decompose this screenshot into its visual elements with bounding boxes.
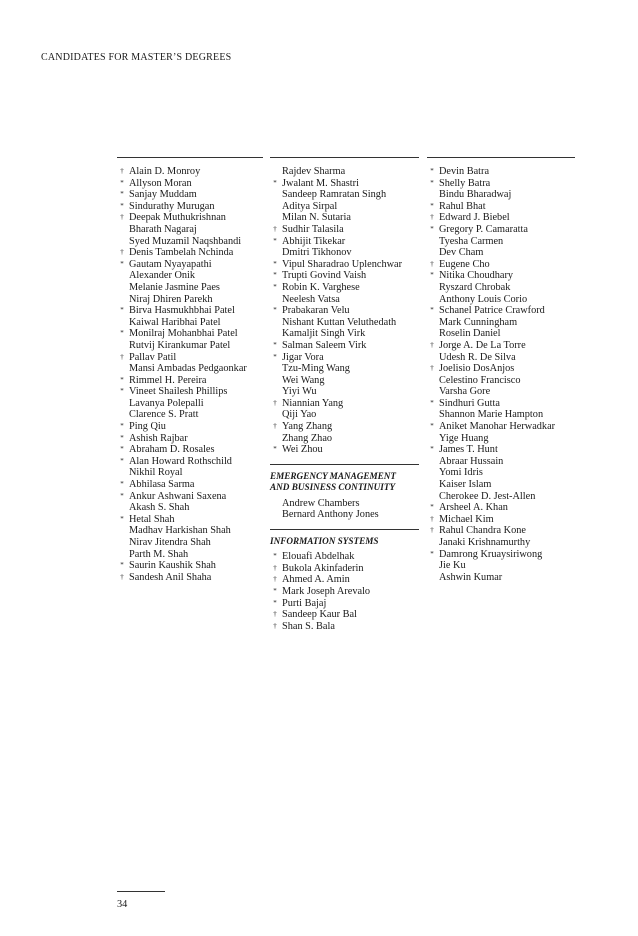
candidate-entry bbox=[270, 317, 419, 329]
candidate-entry bbox=[270, 421, 419, 433]
candidate-name: Eugene Cho bbox=[439, 258, 490, 270]
candidate-name: Qiji Yao bbox=[282, 409, 317, 421]
candidate-entry bbox=[270, 259, 419, 271]
candidate-name: Aniket Manohar Herwadkar bbox=[439, 421, 556, 433]
candidate-entry bbox=[270, 201, 419, 213]
candidate-entry bbox=[117, 259, 263, 271]
candidate-name: Hetal Shah bbox=[129, 513, 175, 525]
honors-mark: * bbox=[120, 259, 124, 268]
candidate-entry bbox=[427, 340, 575, 352]
candidate-name: Monilraj Mohanbhai Patel bbox=[129, 328, 238, 340]
candidate-name: Deepak Muthukrishnan bbox=[129, 212, 226, 224]
honors-mark: * bbox=[120, 445, 124, 454]
candidate-name: Mark Cunningham bbox=[439, 316, 518, 328]
candidate-entry bbox=[427, 549, 575, 561]
honors-mark: † bbox=[120, 248, 124, 257]
candidate-name: Purti Bajaj bbox=[282, 597, 327, 609]
honors-mark: † bbox=[273, 224, 277, 233]
section-rule bbox=[270, 529, 419, 530]
candidate-name: Shan S. Bala bbox=[282, 620, 335, 632]
honors-mark: * bbox=[273, 306, 277, 315]
degree-section bbox=[270, 464, 419, 521]
candidate-entry bbox=[270, 294, 419, 306]
candidate-entry bbox=[427, 433, 575, 445]
candidate-entry bbox=[270, 270, 419, 282]
candidate-name: Syed Muzamil Naqshbandi bbox=[129, 235, 242, 247]
candidate-entry bbox=[427, 409, 575, 421]
candidate-entry bbox=[117, 166, 263, 178]
candidate-name: Jie Ku bbox=[439, 560, 466, 572]
candidate-entry bbox=[427, 375, 575, 387]
degree-section bbox=[270, 529, 419, 633]
honors-mark: * bbox=[120, 491, 124, 500]
candidate-name: Ryszard Chrobak bbox=[439, 281, 511, 293]
candidate-entry bbox=[117, 409, 263, 421]
candidate-name: Allyson Moran bbox=[129, 177, 192, 189]
candidate-name: Michael Kim bbox=[439, 513, 494, 525]
page-number: 34 bbox=[117, 899, 128, 910]
candidate-entry bbox=[427, 270, 575, 282]
honors-mark: * bbox=[273, 259, 277, 268]
candidate-entry bbox=[117, 305, 263, 317]
candidate-name: Wei Zhou bbox=[282, 444, 323, 456]
candidate-name: Pallav Patil bbox=[129, 351, 177, 363]
candidate-entry bbox=[427, 444, 575, 456]
footer-rule bbox=[117, 891, 165, 892]
candidate-name: Ankur Ashwani Saxena bbox=[129, 490, 227, 502]
candidate-entry bbox=[427, 305, 575, 317]
candidate-entry bbox=[117, 479, 263, 491]
candidate-entry bbox=[270, 189, 419, 201]
candidate-entry bbox=[427, 456, 575, 468]
candidate-entry bbox=[270, 598, 419, 610]
candidate-entry bbox=[270, 224, 419, 236]
candidate-entry bbox=[427, 421, 575, 433]
candidate-entry bbox=[117, 317, 263, 329]
candidate-name: Jorge A. De La Torre bbox=[439, 339, 526, 351]
honors-mark: * bbox=[273, 352, 277, 361]
candidate-entry bbox=[427, 201, 575, 213]
candidate-name: Vineet Shailesh Phillips bbox=[129, 386, 228, 398]
honors-mark: * bbox=[273, 587, 277, 596]
candidate-name: Alain D. Monroy bbox=[129, 166, 201, 177]
candidate-entry bbox=[427, 189, 575, 201]
running-head: CANDIDATES FOR MASTER’S DEGREES bbox=[41, 52, 232, 63]
candidate-entry bbox=[117, 467, 263, 479]
candidate-name: Nikhil Royal bbox=[129, 467, 183, 479]
candidate-name: Prabakaran Velu bbox=[282, 305, 350, 317]
candidate-entry bbox=[117, 525, 263, 537]
candidate-name: Jwalant M. Shastri bbox=[282, 177, 359, 189]
candidate-entry bbox=[427, 514, 575, 526]
candidate-name: Bindu Bharadwaj bbox=[439, 189, 512, 201]
candidate-name: Aditya Sirpal bbox=[282, 200, 338, 212]
candidate-entry bbox=[427, 282, 575, 294]
candidate-entry bbox=[427, 525, 575, 537]
candidate-entry bbox=[427, 328, 575, 340]
candidate-entry bbox=[427, 236, 575, 248]
candidate-entry bbox=[427, 479, 575, 491]
candidate-name: Rajdev Sharma bbox=[282, 166, 346, 177]
candidate-entry bbox=[270, 386, 419, 398]
candidate-entry bbox=[270, 305, 419, 317]
candidate-entry bbox=[117, 178, 263, 190]
candidate-name: Cherokee D. Jest-Allen bbox=[439, 490, 536, 502]
candidate-name: Rahul Bhat bbox=[439, 200, 486, 212]
candidate-name: Mansi Ambadas Pedgaonkar bbox=[129, 363, 247, 375]
candidate-entry bbox=[270, 247, 419, 259]
candidate-entry bbox=[270, 409, 419, 421]
candidate-entry bbox=[117, 514, 263, 526]
section-title bbox=[270, 471, 419, 494]
candidate-entry bbox=[270, 363, 419, 375]
candidate-entry bbox=[117, 421, 263, 433]
honors-mark: * bbox=[120, 514, 124, 523]
candidate-name: Lavanya Polepalli bbox=[129, 397, 204, 409]
candidate-entry bbox=[427, 294, 575, 306]
candidate-name: Denis Tambelah Nchinda bbox=[129, 247, 234, 259]
candidate-name: Nitika Choudhary bbox=[439, 270, 514, 282]
candidate-name: Shannon Marie Hampton bbox=[439, 409, 544, 421]
candidate-entry bbox=[270, 282, 419, 294]
honors-mark: † bbox=[430, 514, 434, 523]
candidate-name: Abhilasa Sarma bbox=[129, 479, 195, 491]
candidate-name: Janaki Krishnamurthy bbox=[439, 537, 531, 548]
honors-mark: † bbox=[120, 352, 124, 361]
candidate-name: Tyesha Carmen bbox=[439, 235, 504, 247]
honors-mark: * bbox=[430, 224, 434, 233]
candidate-entry bbox=[270, 433, 419, 445]
candidate-name: Schanel Patrice Crawford bbox=[439, 305, 545, 317]
candidate-entry bbox=[270, 621, 419, 633]
honors-mark: † bbox=[120, 572, 124, 581]
section-title-line: AND BUSINESS CONTINUITY bbox=[270, 482, 396, 493]
candidate-entry bbox=[117, 224, 263, 236]
candidate-entry bbox=[427, 247, 575, 259]
candidate-entry bbox=[270, 375, 419, 387]
candidate-entry bbox=[270, 340, 419, 352]
honors-mark: † bbox=[120, 213, 124, 222]
honors-mark: * bbox=[120, 190, 124, 199]
candidate-entry bbox=[270, 551, 419, 563]
candidate-name: Sindhuri Gutta bbox=[439, 397, 500, 409]
candidate-name: Niraj Dhiren Parekh bbox=[129, 293, 213, 305]
honors-mark: * bbox=[273, 445, 277, 454]
honors-mark: † bbox=[120, 167, 124, 175]
name-list bbox=[270, 166, 419, 456]
candidate-entry bbox=[270, 563, 419, 575]
candidate-name: Tzu-Ming Wang bbox=[282, 363, 350, 375]
candidate-name: Neelesh Vatsa bbox=[282, 293, 340, 305]
candidate-entry bbox=[427, 386, 575, 398]
candidate-name: Damrong Kruaysiriwong bbox=[439, 548, 543, 560]
name-list bbox=[117, 166, 263, 583]
candidate-name: Elouafi Abdelhak bbox=[282, 551, 355, 563]
candidate-name: Ping Qiu bbox=[129, 421, 166, 433]
honors-mark: † bbox=[273, 610, 277, 619]
candidate-name: Zhang Zhao bbox=[282, 432, 333, 444]
candidate-name: Jigar Vora bbox=[282, 351, 324, 363]
candidate-entry bbox=[270, 609, 419, 621]
section-rule bbox=[270, 464, 419, 465]
honors-mark: * bbox=[273, 178, 277, 187]
candidate-entry bbox=[270, 236, 419, 248]
name-column-2 bbox=[270, 157, 419, 632]
candidate-entry bbox=[117, 502, 263, 514]
candidate-name: Saurin Kaushik Shah bbox=[129, 560, 216, 572]
honors-mark: * bbox=[273, 236, 277, 245]
candidate-entry bbox=[427, 491, 575, 503]
candidate-entry bbox=[427, 467, 575, 479]
candidate-entry bbox=[270, 212, 419, 224]
candidate-entry bbox=[427, 502, 575, 514]
candidate-entry bbox=[427, 363, 575, 375]
honors-mark: † bbox=[430, 340, 434, 349]
candidate-entry bbox=[117, 189, 263, 201]
candidate-name: Trupti Govind Vaish bbox=[282, 270, 367, 282]
candidate-name: Joelisio DosAnjos bbox=[439, 363, 515, 375]
candidate-entry bbox=[270, 444, 419, 456]
honors-mark: * bbox=[120, 201, 124, 210]
candidate-entry bbox=[270, 166, 419, 178]
candidate-name: Salman Saleem Virk bbox=[282, 339, 367, 351]
candidate-name: Sandesh Anil Shaha bbox=[129, 571, 212, 583]
candidate-name: Parth M. Shah bbox=[129, 548, 189, 560]
candidate-entry bbox=[270, 352, 419, 364]
candidate-name: Dev Cham bbox=[439, 247, 484, 259]
candidate-name: Niannian Yang bbox=[282, 397, 344, 409]
section-title-line: INFORMATION SYSTEMS bbox=[270, 535, 379, 546]
candidate-entry bbox=[270, 178, 419, 190]
candidate-name: Ahmed A. Amin bbox=[282, 574, 350, 586]
candidate-name: Devin Batra bbox=[439, 166, 490, 177]
candidate-name: Clarence S. Pratt bbox=[129, 409, 199, 421]
column-top-rule bbox=[427, 157, 575, 158]
honors-mark: * bbox=[120, 329, 124, 338]
honors-mark: * bbox=[120, 422, 124, 431]
candidate-entry bbox=[427, 178, 575, 190]
candidate-name: Birva Hasmukhbhai Patel bbox=[129, 305, 235, 317]
candidate-name: Andrew Chambers bbox=[282, 497, 360, 509]
candidate-name: Varsha Gore bbox=[439, 386, 491, 398]
candidate-name: Wei Wang bbox=[282, 374, 325, 386]
candidate-entry bbox=[117, 444, 263, 456]
candidate-entry bbox=[270, 398, 419, 410]
honors-mark: * bbox=[430, 178, 434, 187]
candidate-name: Sanjay Muddam bbox=[129, 189, 197, 201]
honors-mark: * bbox=[273, 340, 277, 349]
candidate-entry bbox=[427, 352, 575, 364]
candidate-name: Kaiwal Haribhai Patel bbox=[129, 316, 221, 328]
candidate-name: Celestino Francisco bbox=[439, 374, 521, 386]
candidate-entry bbox=[427, 317, 575, 329]
candidate-name: Rahul Chandra Kone bbox=[439, 525, 526, 537]
honors-mark: † bbox=[430, 213, 434, 222]
candidate-name: Yang Zhang bbox=[282, 421, 333, 433]
candidate-entry bbox=[117, 328, 263, 340]
honors-mark: * bbox=[430, 445, 434, 454]
candidate-name: Anthony Louis Corio bbox=[439, 293, 528, 305]
honors-mark: † bbox=[273, 422, 277, 431]
candidate-name: Rimmel H. Pereira bbox=[129, 374, 207, 386]
candidate-entry bbox=[117, 201, 263, 213]
candidate-name: Milan N. Sutaria bbox=[282, 212, 351, 224]
candidate-name: Ashwin Kumar bbox=[439, 571, 503, 583]
candidate-entry bbox=[270, 586, 419, 598]
candidate-name: Shelly Batra bbox=[439, 177, 491, 189]
honors-mark: † bbox=[273, 575, 277, 584]
candidate-entry bbox=[117, 212, 263, 224]
honors-mark: * bbox=[273, 282, 277, 291]
candidate-entry bbox=[270, 328, 419, 340]
honors-mark: † bbox=[430, 364, 434, 373]
candidate-name: Nirav Jitendra Shah bbox=[129, 537, 211, 548]
candidate-entry bbox=[427, 166, 575, 178]
candidate-name: Sandeep Kaur Bal bbox=[282, 609, 357, 621]
candidate-name: Abraham D. Rosales bbox=[129, 444, 215, 456]
honors-mark: † bbox=[430, 259, 434, 268]
candidate-name: Sudhir Talasila bbox=[282, 223, 344, 235]
candidate-entry bbox=[117, 340, 263, 352]
candidate-entry bbox=[117, 537, 263, 549]
candidate-entry bbox=[117, 247, 263, 259]
candidate-entry bbox=[117, 270, 263, 282]
candidate-name: Sandeep Ramratan Singh bbox=[282, 189, 387, 201]
candidate-name: Gautam Nyayapathi bbox=[129, 258, 212, 270]
candidate-entry bbox=[117, 236, 263, 248]
candidate-entry bbox=[270, 509, 419, 521]
honors-mark: † bbox=[273, 563, 277, 572]
candidate-entry bbox=[427, 224, 575, 236]
honors-mark: * bbox=[120, 306, 124, 315]
candidate-name: Ashish Rajbar bbox=[129, 432, 188, 444]
honors-mark: * bbox=[120, 561, 124, 570]
candidate-entry bbox=[117, 491, 263, 503]
candidate-name: Bernard Anthony Jones bbox=[282, 509, 379, 521]
candidate-name: Abhijit Tikekar bbox=[282, 235, 346, 247]
honors-mark: * bbox=[120, 456, 124, 465]
honors-mark: * bbox=[273, 271, 277, 280]
candidate-name: Robin K. Varghese bbox=[282, 281, 360, 293]
honors-mark: † bbox=[430, 526, 434, 535]
section-title-line: EMERGENCY MANAGEMENT bbox=[270, 470, 397, 481]
candidate-name: Abraar Hussain bbox=[439, 455, 504, 467]
honors-mark: * bbox=[120, 375, 124, 384]
candidate-name: Dmitri Tikhonov bbox=[282, 247, 352, 259]
candidate-entry bbox=[117, 363, 263, 375]
candidate-name: Alan Howard Rothschild bbox=[129, 455, 232, 467]
candidate-entry bbox=[117, 572, 263, 584]
honors-mark: * bbox=[430, 201, 434, 210]
candidate-entry bbox=[427, 212, 575, 224]
candidate-name: Bukola Akinfaderin bbox=[282, 562, 364, 574]
candidate-name: Bharath Nagaraj bbox=[129, 223, 197, 235]
column-top-rule bbox=[117, 157, 263, 158]
honors-mark: * bbox=[273, 552, 277, 561]
candidate-name: Madhav Harkishan Shah bbox=[129, 525, 231, 537]
honors-mark: * bbox=[120, 178, 124, 187]
candidate-name: Rutvij Kirankumar Patel bbox=[129, 339, 231, 351]
candidate-entry bbox=[270, 574, 419, 586]
candidate-name: Mark Joseph Arevalo bbox=[282, 586, 371, 598]
honors-mark: * bbox=[120, 480, 124, 489]
candidate-name: James T. Hunt bbox=[439, 444, 498, 456]
candidate-entry bbox=[117, 560, 263, 572]
candidate-entry bbox=[427, 572, 575, 584]
candidate-name: Gregory P. Camaratta bbox=[439, 223, 528, 235]
name-column-3 bbox=[427, 157, 575, 583]
honors-mark: * bbox=[430, 398, 434, 407]
section-title bbox=[270, 536, 419, 547]
honors-mark: * bbox=[430, 306, 434, 315]
honors-mark: * bbox=[120, 433, 124, 442]
candidate-name: Sindurathy Murugan bbox=[129, 200, 215, 212]
candidate-entry bbox=[117, 549, 263, 561]
honors-mark: † bbox=[273, 621, 277, 630]
candidate-name: Alexander Onik bbox=[129, 270, 196, 282]
candidate-name: Roselin Daniel bbox=[439, 328, 501, 340]
name-column-1 bbox=[117, 157, 263, 583]
candidate-entry bbox=[117, 375, 263, 387]
candidate-entry bbox=[117, 398, 263, 410]
honors-mark: * bbox=[430, 549, 434, 558]
candidate-name: Kamaljit Singh Virk bbox=[282, 328, 366, 340]
candidate-entry bbox=[117, 352, 263, 364]
honors-mark: * bbox=[273, 598, 277, 607]
candidate-name: Melanie Jasmine Paes bbox=[129, 281, 220, 293]
candidate-name: Vipul Sharadrao Uplenchwar bbox=[282, 258, 403, 270]
candidate-entry bbox=[427, 537, 575, 549]
candidate-entry bbox=[427, 398, 575, 410]
honors-mark: * bbox=[120, 387, 124, 396]
candidate-name: Yige Huang bbox=[439, 432, 489, 444]
candidate-name: Udesh R. De Silva bbox=[439, 351, 516, 363]
candidate-entry bbox=[117, 294, 263, 306]
candidate-name: Nishant Kuttan Veluthedath bbox=[282, 316, 397, 328]
honors-mark: * bbox=[430, 167, 434, 175]
candidate-name: Kaiser Islam bbox=[439, 479, 492, 491]
candidate-name: Akash S. Shah bbox=[129, 502, 190, 514]
honors-mark: † bbox=[273, 398, 277, 407]
candidate-name: Edward J. Biebel bbox=[439, 212, 510, 224]
candidate-entry bbox=[117, 433, 263, 445]
candidate-entry bbox=[270, 498, 419, 510]
candidate-entry bbox=[117, 386, 263, 398]
name-list bbox=[427, 166, 575, 583]
candidate-entry bbox=[427, 560, 575, 572]
candidate-entry bbox=[117, 456, 263, 468]
column-top-rule bbox=[270, 157, 419, 158]
candidate-entry bbox=[427, 259, 575, 271]
candidate-name: Yiyi Wu bbox=[282, 386, 317, 398]
candidate-entry bbox=[117, 282, 263, 294]
honors-mark: * bbox=[430, 271, 434, 280]
candidate-name: Yomi Idris bbox=[439, 467, 483, 479]
honors-mark: * bbox=[430, 422, 434, 431]
honors-mark: * bbox=[430, 503, 434, 512]
candidate-name: Arsheel A. Khan bbox=[439, 502, 508, 514]
